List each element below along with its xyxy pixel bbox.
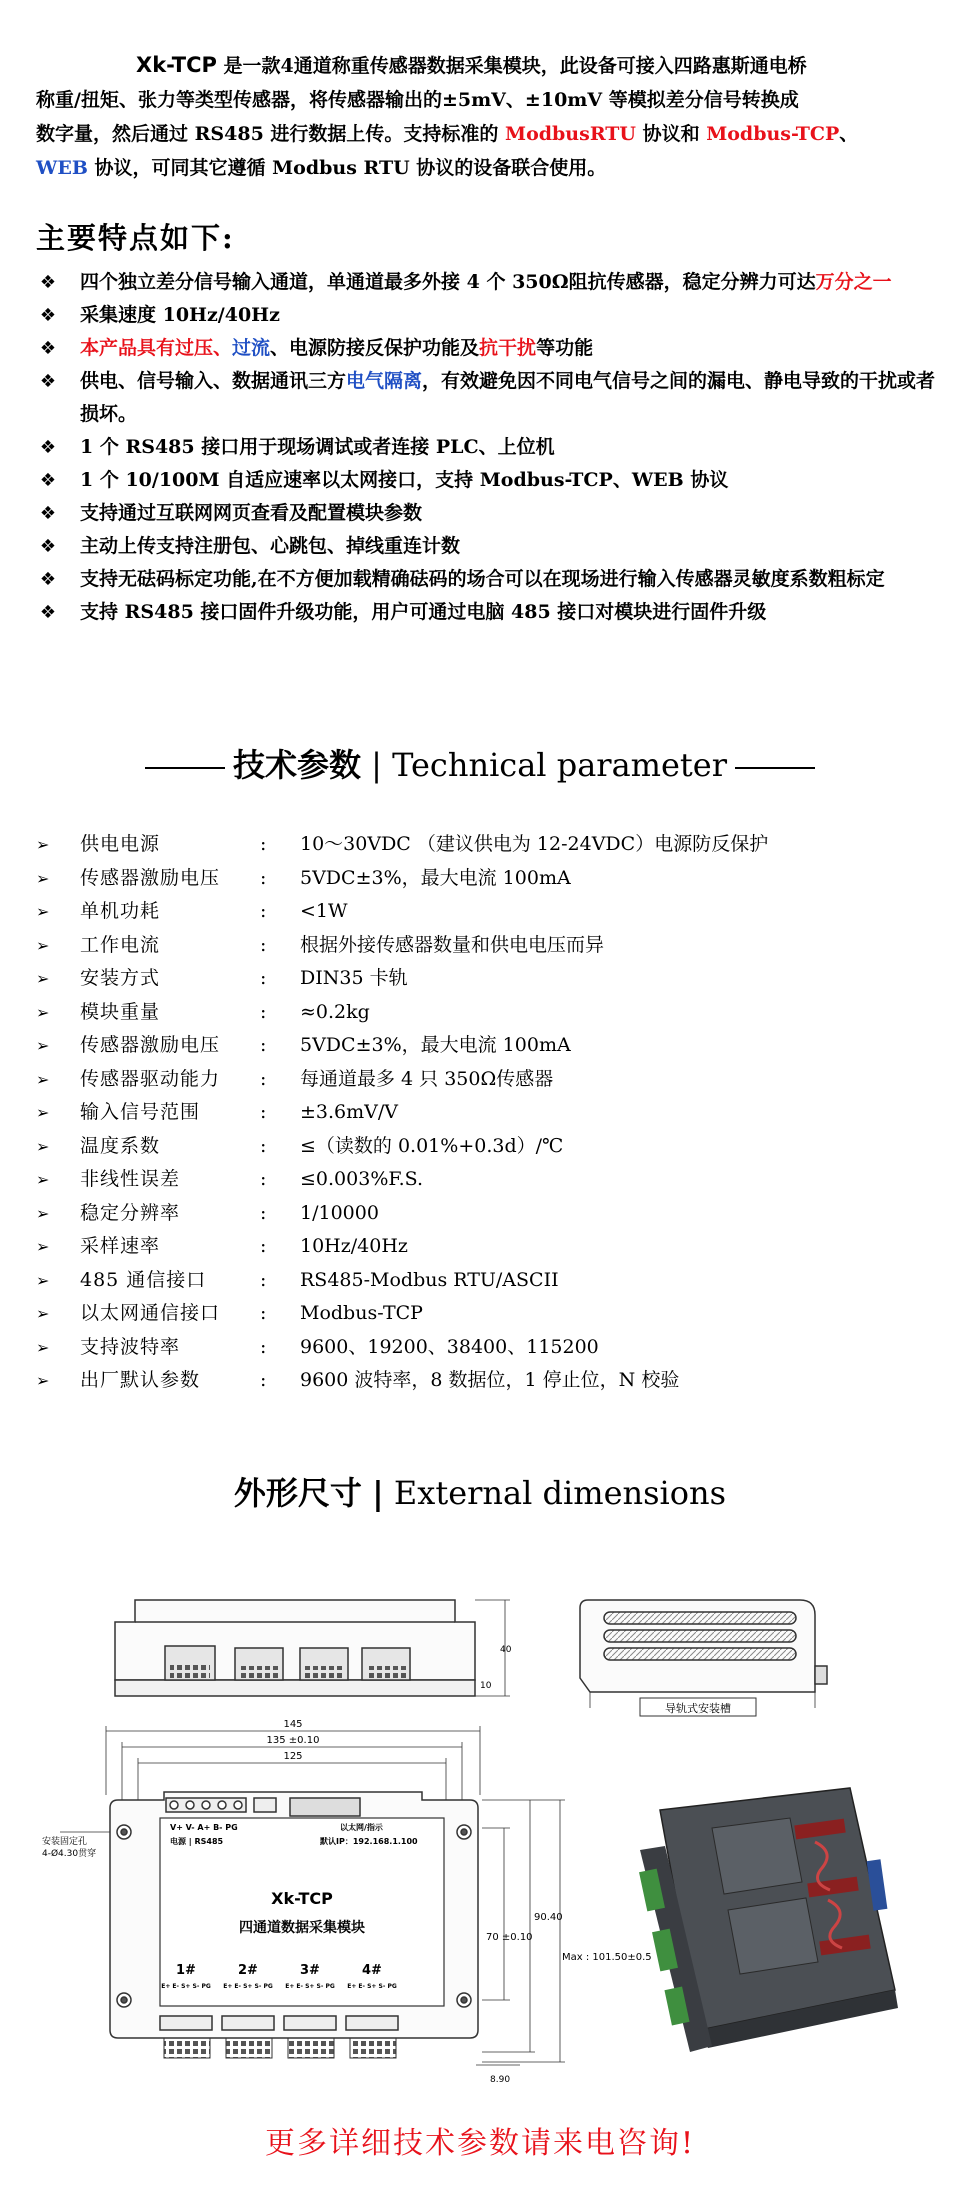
arrow-bullet-icon: ➢ (36, 835, 50, 854)
param-value: 10～30VDC （建议供电为 12-24VDC）电源防反保护 (300, 833, 769, 855)
param-row (36, 1364, 936, 1398)
tech-heading (0, 740, 960, 786)
dim-label: 125 (283, 1751, 303, 1762)
param-label: 支持波特率 (80, 1335, 181, 1358)
feature-text: 采集速度 10Hz/40Hz (80, 304, 280, 326)
arrow-bullet-icon: ➢ (36, 1270, 50, 1290)
feature-item (36, 365, 936, 431)
param-value: 9600 波特率，8 数据位，1 停止位，N 校验 (300, 1369, 680, 1391)
param-value: 10Hz/40Hz (300, 1235, 408, 1257)
param-value: 1/10000 (300, 1201, 379, 1224)
param-value: 每通道最多 4 只 350Ω传感器 (300, 1067, 554, 1090)
channel-pins: E+ E- S+ S- PG (285, 1983, 335, 1990)
param-row (36, 1063, 936, 1097)
heading-rule (145, 767, 225, 769)
params-list (36, 828, 936, 1398)
channel-pins: E+ E- S+ S- PG (223, 1983, 273, 1990)
param-colon: : (260, 1335, 267, 1358)
param-value: Modbus-TCP (300, 1302, 423, 1324)
brand-name: Xk-TCP (136, 53, 217, 77)
channel-label: 3# (300, 1963, 320, 1978)
param-colon: : (260, 1201, 267, 1224)
feature-highlight: 过流 (232, 337, 271, 359)
param-label: 采样速率 (80, 1235, 161, 1257)
param-colon: : (260, 833, 267, 855)
param-colon: : (260, 1000, 267, 1023)
diamond-bullet-icon: ❖ (39, 470, 57, 491)
param-colon: : (260, 1101, 267, 1123)
side-view (115, 1600, 510, 1696)
param-label: 输入信号范围 (80, 1101, 201, 1123)
param-label: 传感器激励电压 (80, 866, 221, 889)
feature-item (36, 431, 936, 464)
param-row (36, 962, 936, 996)
feature-text: 、电源防接反保护功能及 (270, 337, 480, 359)
param-row (36, 1163, 936, 1197)
param-row (36, 1230, 936, 1264)
param-row (36, 1130, 936, 1164)
param-label: 传感器激励电压 (80, 1034, 221, 1056)
dimension-drawings (0, 1560, 960, 2090)
arrow-bullet-icon: ➢ (36, 902, 50, 921)
param-label: 非线性误差 (80, 1168, 181, 1190)
dim-label: 10 (480, 1681, 492, 1691)
diamond-bullet-icon: ❖ (39, 338, 57, 359)
dims-heading-cn: 外形尺寸 (233, 1474, 362, 1512)
diamond-bullet-icon: ❖ (39, 536, 57, 557)
param-row (36, 1096, 936, 1130)
param-colon: : (260, 1369, 267, 1391)
param-value: 5VDC±3%，最大电流 100mA (300, 1034, 571, 1056)
tech-heading-cn: 技术参数 (232, 746, 361, 784)
param-label: 出厂默认参数 (80, 1369, 201, 1391)
module-3d-render (639, 1788, 898, 2052)
param-colon: : (260, 866, 267, 889)
tech-heading-en: Technical parameter (392, 746, 728, 784)
arrow-bullet-icon: ➢ (36, 1237, 50, 1256)
rail-caption: 导轨式安装槽 (665, 1702, 731, 1715)
feature-highlight: 电气隔离 (346, 370, 423, 392)
feature-highlight: 本产品具有过压、 (80, 337, 233, 359)
param-colon: : (260, 1235, 267, 1257)
intro-line-3 (36, 117, 936, 151)
heading-rule (735, 767, 815, 769)
feature-text: 1 个 10/100M 自适应速率以太网接口，支持 Modbus-TCP、WEB 协议 (80, 469, 729, 491)
diamond-bullet-icon: ❖ (39, 569, 57, 590)
param-label: 以太网通信接口 (80, 1302, 221, 1324)
channel-pins: E+ E- S+ S- PG (161, 1983, 211, 1990)
param-label: 485 通信接口 (80, 1268, 207, 1291)
intro-text: 协议，可同其它遵循 Modbus RTU 协议的设备联合使用。 (87, 157, 607, 179)
dim-label: 135 ±0.10 (266, 1735, 320, 1746)
param-row (36, 1331, 936, 1365)
arrow-bullet-icon: ➢ (36, 1304, 50, 1323)
rail-view (580, 1600, 827, 1716)
param-label: 工作电流 (80, 933, 161, 956)
param-value: 9600、19200、38400、115200 (300, 1335, 599, 1358)
param-value: DIN35 卡轨 (300, 967, 408, 989)
param-value: RS485-Modbus RTU/ASCII (300, 1268, 559, 1291)
heading-separator: | (372, 1474, 384, 1512)
dim-label: 40 (500, 1645, 512, 1655)
feature-text: 供电、信号输入、数据通讯三方 (80, 370, 347, 392)
param-colon: : (260, 1067, 267, 1090)
param-label: 模块重量 (80, 1000, 161, 1023)
param-row (36, 1264, 936, 1298)
arrow-bullet-icon: ➢ (36, 1002, 50, 1022)
param-row (36, 895, 936, 929)
param-row (36, 996, 936, 1030)
label-eth: 以太网/指示 (340, 1823, 383, 1832)
intro-text: 、 (839, 123, 859, 145)
dim-label: 145 (283, 1719, 303, 1730)
modbus-rtu-highlight: ModbusRTU (505, 123, 636, 145)
dims-heading (0, 1468, 960, 1514)
feature-text: 主动上传支持注册包、心跳包、掉线重连计数 (80, 535, 461, 557)
dim-label: Max : 101.50±0.5 (562, 1952, 652, 1963)
feature-text: 支持通过互联网网页查看及配置模块参数 (80, 502, 423, 524)
modbus-tcp-highlight: Modbus-TCP (706, 123, 840, 145)
arrow-bullet-icon: ➢ (36, 969, 50, 988)
feature-item (36, 299, 936, 332)
feature-item (36, 464, 936, 497)
intro-line-1: 是一款4通道称重传感器数据采集模块，此设备可接入四路惠斯通电桥 (223, 55, 807, 77)
arrow-bullet-icon: ➢ (36, 1069, 50, 1089)
channel-label: 2# (238, 1963, 258, 1978)
feature-item (36, 332, 936, 365)
intro-line-4 (36, 151, 936, 185)
feature-item (36, 497, 936, 530)
label-ip: 默认IP：192.168.1.100 (320, 1837, 418, 1846)
feature-text: 支持无砝码标定功能,在不方便加载精确砝码的场合可以在现场进行输入传感器灵敏度系数粗标定 (80, 568, 885, 590)
diamond-bullet-icon: ❖ (39, 305, 57, 326)
param-colon: : (260, 967, 267, 989)
feature-text: 四个独立差分信号输入通道，单通道最多外接 4 个 350Ω阻抗传感器，稳定分辨力可达 (80, 271, 816, 293)
diamond-bullet-icon: ❖ (39, 503, 57, 524)
param-value: 5VDC±3%，最大电流 100mA (300, 866, 571, 889)
feature-text: 支持 RS485 接口固件升级功能，用户可通过电脑 485 接口对模块进行固件升级 (80, 601, 767, 623)
feature-item (36, 530, 936, 563)
param-label: 传感器驱动能力 (80, 1067, 221, 1090)
feature-text: 等功能 (536, 337, 594, 359)
param-label: 稳定分辨率 (80, 1201, 181, 1224)
intro-paragraph (36, 48, 936, 185)
diamond-bullet-icon: ❖ (39, 602, 57, 623)
param-value: ≤0.003%F.S. (300, 1168, 424, 1190)
diamond-bullet-icon: ❖ (39, 371, 57, 392)
channel-label: 4# (362, 1963, 382, 1978)
param-value: ≤（读数的 0.01%+0.3d）/℃ (300, 1134, 564, 1157)
module-model: Xk-TCP (271, 1889, 333, 1908)
param-value: ±3.6mV/V (300, 1101, 398, 1123)
heading-separator: | (371, 746, 382, 784)
feature-item (36, 596, 936, 629)
param-colon: : (260, 933, 267, 956)
arrow-bullet-icon: ➢ (36, 1337, 50, 1357)
mount-hole-label: 安装固定孔 (42, 1837, 88, 1847)
param-value: ≈0.2kg (300, 1000, 370, 1023)
arrow-bullet-icon: ➢ (36, 1036, 50, 1055)
param-row (36, 1029, 936, 1063)
feature-highlight: 万分之一 (815, 271, 892, 293)
intro-text: 数字量，然后通过 RS485 进行数据上传。支持标准的 (36, 123, 506, 145)
param-colon: : (260, 900, 267, 922)
arrow-bullet-icon: ➢ (36, 1103, 50, 1122)
feature-item (36, 563, 936, 596)
web-highlight: WEB (36, 157, 88, 179)
param-colon: : (260, 1034, 267, 1056)
module-name: 四通道数据采集模块 (239, 1920, 365, 1936)
arrow-bullet-icon: ➢ (36, 1136, 50, 1156)
closing-line: 更多详细技术参数请来电咨询! (264, 2126, 696, 2161)
intro-text: 协议和 (635, 123, 707, 145)
dims-heading-en: External dimensions (393, 1474, 727, 1512)
features-list (36, 266, 936, 629)
arrow-bullet-icon: ➢ (36, 1371, 50, 1390)
intro-line-2: 称重/扭矩、张力等类型传感器，将传感器输出的±5mV、±10mV 等模拟差分信号转换成 (36, 89, 799, 111)
param-colon: : (260, 1134, 267, 1157)
features-title: 主要特点如下: (36, 221, 235, 255)
feature-item (36, 266, 936, 299)
param-value: <1W (300, 900, 348, 922)
param-colon: : (260, 1268, 267, 1291)
param-row (36, 929, 936, 963)
param-label: 安装方式 (80, 967, 161, 989)
label-power: 电源 | RS485 (170, 1837, 224, 1846)
dim-label: 90.40 (534, 1912, 563, 1923)
label-pins: V+ V- A+ B- PG (170, 1823, 238, 1832)
param-row (36, 1297, 936, 1331)
param-colon: : (260, 1302, 267, 1324)
diamond-bullet-icon: ❖ (39, 437, 57, 458)
channel-label: 1# (176, 1963, 196, 1978)
arrow-bullet-icon: ➢ (36, 868, 50, 888)
param-colon: : (260, 1168, 267, 1190)
dim-label: 8.90 (490, 2075, 511, 2085)
param-label: 供电电源 (80, 833, 161, 855)
param-row (36, 862, 936, 896)
feature-text: 1 个 RS485 接口用于现场调试或者连接 PLC、上位机 (80, 436, 555, 458)
arrow-bullet-icon: ➢ (36, 1203, 50, 1223)
param-row (36, 1197, 936, 1231)
dim-label: 70 ±0.10 (486, 1932, 533, 1943)
diamond-bullet-icon: ❖ (39, 272, 57, 293)
feature-highlight: 抗干扰 (479, 337, 537, 359)
param-value: 根据外接传感器数量和供电电压而异 (300, 933, 605, 956)
feature-text: ，有效避免因不同电气信号之间的漏电、静电导致的干扰或者损坏。 (80, 370, 936, 425)
param-label: 单机功耗 (80, 900, 161, 922)
channel-pins: E+ E- S+ S- PG (347, 1983, 397, 1990)
arrow-bullet-icon: ➢ (36, 1170, 50, 1189)
param-label: 温度系数 (80, 1134, 161, 1157)
param-row (36, 828, 936, 862)
mount-hole-label: 4-Ø4.30贯穿 (42, 1849, 97, 1859)
arrow-bullet-icon: ➢ (36, 935, 50, 955)
